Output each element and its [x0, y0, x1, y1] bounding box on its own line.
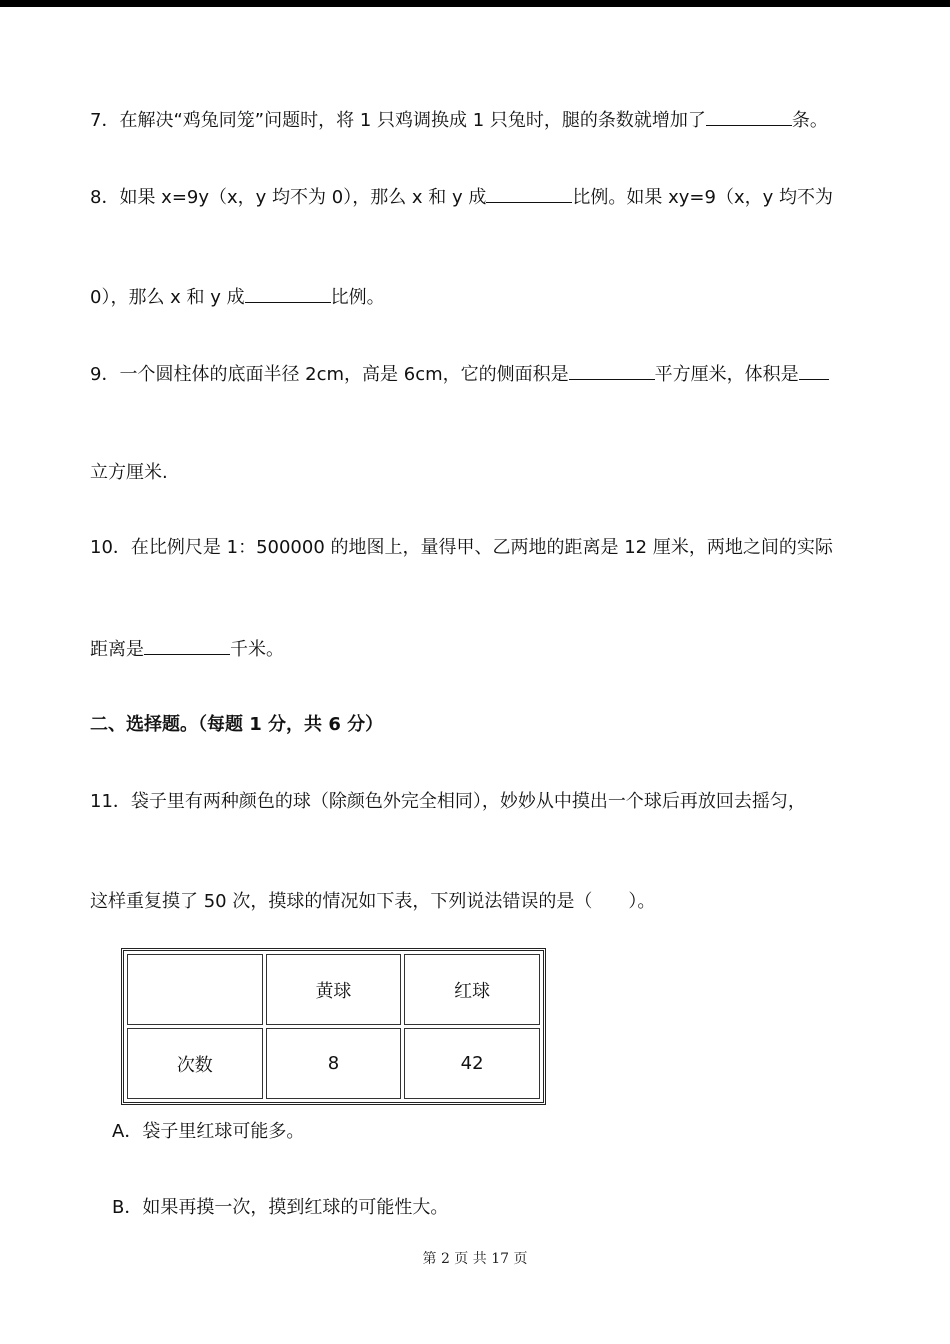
- question-11-line-2: [90, 890, 655, 914]
- option-b: B．如果再摸一次，摸到红球的可能性大。: [112, 1197, 449, 1218]
- table-row-label: 次数: [127, 1028, 263, 1099]
- question-11-text-line-2: 这样重复摸了 50 次，摸球的情况如下表，下列说法错误的是（ ）。: [90, 891, 656, 912]
- top-border-bar: [0, 0, 950, 7]
- question-8-line-2: [90, 284, 385, 310]
- question-9-suffix: 立方厘米.: [90, 462, 168, 483]
- question-8-line-1: [90, 184, 833, 210]
- question-10-text: 10．在比例尺是 1：500000 的地图上，量得甲、乙两地的距离是 12 厘米，两地之间的实际: [90, 537, 833, 558]
- section-heading: 二、选择题。（每题 1 分，共 6 分）: [90, 714, 384, 735]
- question-7-suffix: 条。: [791, 110, 828, 131]
- question-9-line-2: [90, 461, 168, 485]
- answer-blank[interactable]: [569, 361, 655, 380]
- question-7: [90, 107, 828, 133]
- table-header-row: [127, 954, 540, 1025]
- page-footer: 第 2 页 共 17 页: [422, 1251, 528, 1267]
- table-row: [127, 1028, 540, 1099]
- question-9-text: 9．一个圆柱体的底面半径 2cm，高是 6cm，它的侧面积是: [90, 364, 569, 385]
- question-8-text-line-2: 0），那么 x 和 y 成: [90, 287, 245, 308]
- question-10-suffix: 千米。: [230, 639, 284, 660]
- answer-blank[interactable]: [245, 284, 331, 303]
- question-10-line-1: [90, 536, 833, 560]
- question-10-text-line-2: 距离是: [90, 639, 144, 660]
- table-header-cell: 黄球: [266, 954, 402, 1025]
- table-cell: 42: [404, 1028, 540, 1099]
- question-9-line-1: [90, 361, 829, 387]
- question-11-text: 11．袋子里有两种颜色的球（除颜色外完全相同），妙妙从中摸出一个球后再放回去摇匀，: [90, 791, 806, 812]
- table-cell: 8: [266, 1028, 402, 1099]
- question-7-text: 7．在解决“鸡兔同笼”问题时，将 1 只鸡调换成 1 只兔时，腿的条数就增加了: [90, 110, 706, 131]
- answer-blank[interactable]: [706, 107, 792, 126]
- table-header-cell-empty: [127, 954, 263, 1025]
- answer-blank[interactable]: [799, 361, 829, 380]
- answer-blank[interactable]: [486, 184, 572, 203]
- table-header-cell: 红球: [404, 954, 540, 1025]
- question-9-text-middle: 平方厘米，体积是: [654, 364, 799, 385]
- question-10-line-2: [90, 636, 284, 662]
- ball-draw-table: [121, 948, 546, 1105]
- question-8-suffix: 比例。: [330, 287, 385, 308]
- answer-blank[interactable]: [144, 636, 230, 655]
- question-8-text: 8．如果 x=9y（x，y 均不为 0），那么 x 和 y 成: [90, 187, 487, 208]
- question-11-line-1: [90, 790, 806, 814]
- option-a: A．袋子里红球可能多。: [112, 1121, 305, 1142]
- question-8-text-continued: 比例。如果 xy=9（x，y 均不为: [572, 187, 833, 208]
